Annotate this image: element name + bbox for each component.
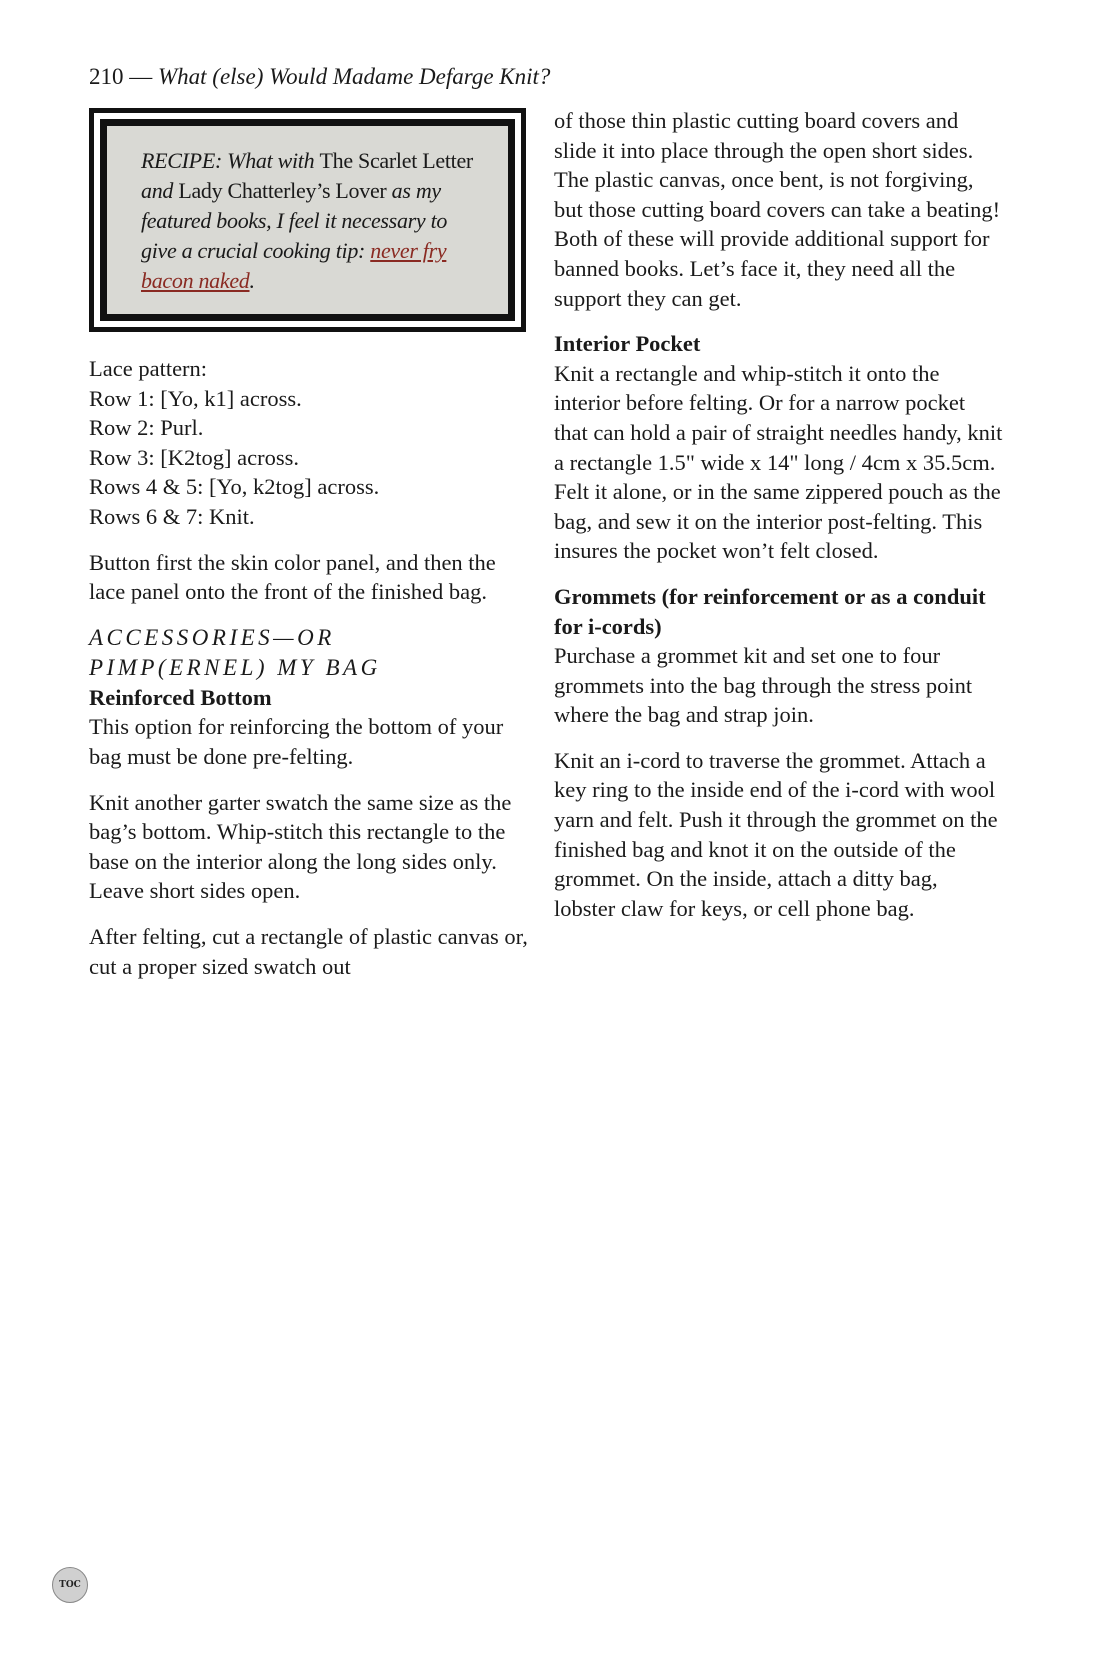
reinforced-paragraph-3: After felting, cut a rectangle of plastic canvas or, cut a proper sized swatch out bbox=[89, 923, 528, 979]
recipe-and: and bbox=[141, 178, 179, 203]
accessories-heading bbox=[89, 623, 529, 683]
book-title: What (else) Would Madame Defarge Knit? bbox=[158, 64, 551, 89]
recipe-intro: RECIPE: What with bbox=[141, 148, 320, 173]
left-column bbox=[89, 108, 529, 997]
grommets-paragraph-1: Purchase a grommet kit and set one to four grommets into the bag through the stress point where the bag and strap join. bbox=[554, 643, 973, 728]
lace-row: Row 1: [Yo, k1] across. bbox=[89, 385, 302, 411]
recipe-box-inner bbox=[100, 119, 515, 321]
right-column bbox=[554, 106, 1004, 939]
lace-row: Rows 6 & 7: Knit. bbox=[89, 503, 255, 529]
recipe-link[interactable]: never fry bacon naked bbox=[141, 238, 447, 293]
recipe-body: as my featured books, I feel it necessary to give a crucial cooking tip: bbox=[141, 178, 448, 263]
lace-row: Row 2: Purl. bbox=[89, 415, 204, 441]
lace-pattern bbox=[89, 354, 529, 532]
lace-row: Rows 4 & 5: [Yo, k2tog] across. bbox=[89, 474, 380, 500]
toc-button[interactable]: TOC bbox=[52, 1567, 88, 1603]
accessories-heading-line1: ACCESSORIES—OR bbox=[89, 624, 335, 650]
page-number: 210 bbox=[89, 64, 124, 89]
interior-pocket-heading: Interior Pocket bbox=[554, 331, 701, 357]
grommets-heading: Grommets (for reinforcement or as a conduit for i-cords) bbox=[554, 583, 986, 639]
lace-row: Row 3: [K2tog] across. bbox=[89, 444, 299, 470]
recipe-book-title-1: The Scarlet Letter bbox=[319, 148, 473, 173]
button-paragraph: Button first the skin color panel, and then the lace panel onto the front of the finished bag. bbox=[89, 549, 496, 605]
reinforced-paragraph-2: Knit another garter swatch the same size as the bag’s bottom. Whip-stitch this rectangle to the base on the interior along the long sides only. Leave short sides open. bbox=[89, 789, 512, 904]
page-header bbox=[89, 62, 550, 92]
continuation-paragraph: of those thin plastic cutting board covers and slide it into place through the open short sides. The plastic canvas, once bent, is not forgiving, but those cutting board covers can take a beating! Both of these will provide additional support for banned books. Let’s face it, they need all the support they can get. bbox=[554, 108, 1001, 311]
lace-label: Lace pattern: bbox=[89, 356, 208, 381]
recipe-box bbox=[89, 108, 526, 332]
reinforced-paragraph-1: This option for reinforcing the bottom of your bag must be done pre-felting. bbox=[89, 714, 504, 769]
recipe-book-title-2: Lady Chatterley’s Lover bbox=[178, 178, 387, 203]
accessories-heading-line2: PIMP(ERNEL) MY BAG bbox=[89, 654, 381, 680]
reinforced-bottom-heading: Reinforced Bottom bbox=[89, 684, 272, 710]
grommets-paragraph-2: Knit an i-cord to traverse the grommet. Attach a key ring to the inside end of the i-cord with wool yarn and felt. Push it through the grommet on the finished bag and knot it on the outside of the grommet. On the inside, attach a ditty bag, lobster claw for keys, or cell phone bag. bbox=[554, 747, 998, 921]
header-separator: — bbox=[123, 64, 158, 89]
recipe-end: . bbox=[249, 268, 255, 293]
interior-pocket-paragraph: Knit a rectangle and whip-stitch it onto the interior before felting. Or for a narrow pocket that can hold a pair of straight needles handy, knit a rectangle 1.5" wide x 14" long / 4cm x 35.5cm. Felt it alone, or in the same zippered pouch as the bag, and sew it on the interior post-felting. This insures the pocket won’t felt closed. bbox=[554, 360, 1003, 564]
